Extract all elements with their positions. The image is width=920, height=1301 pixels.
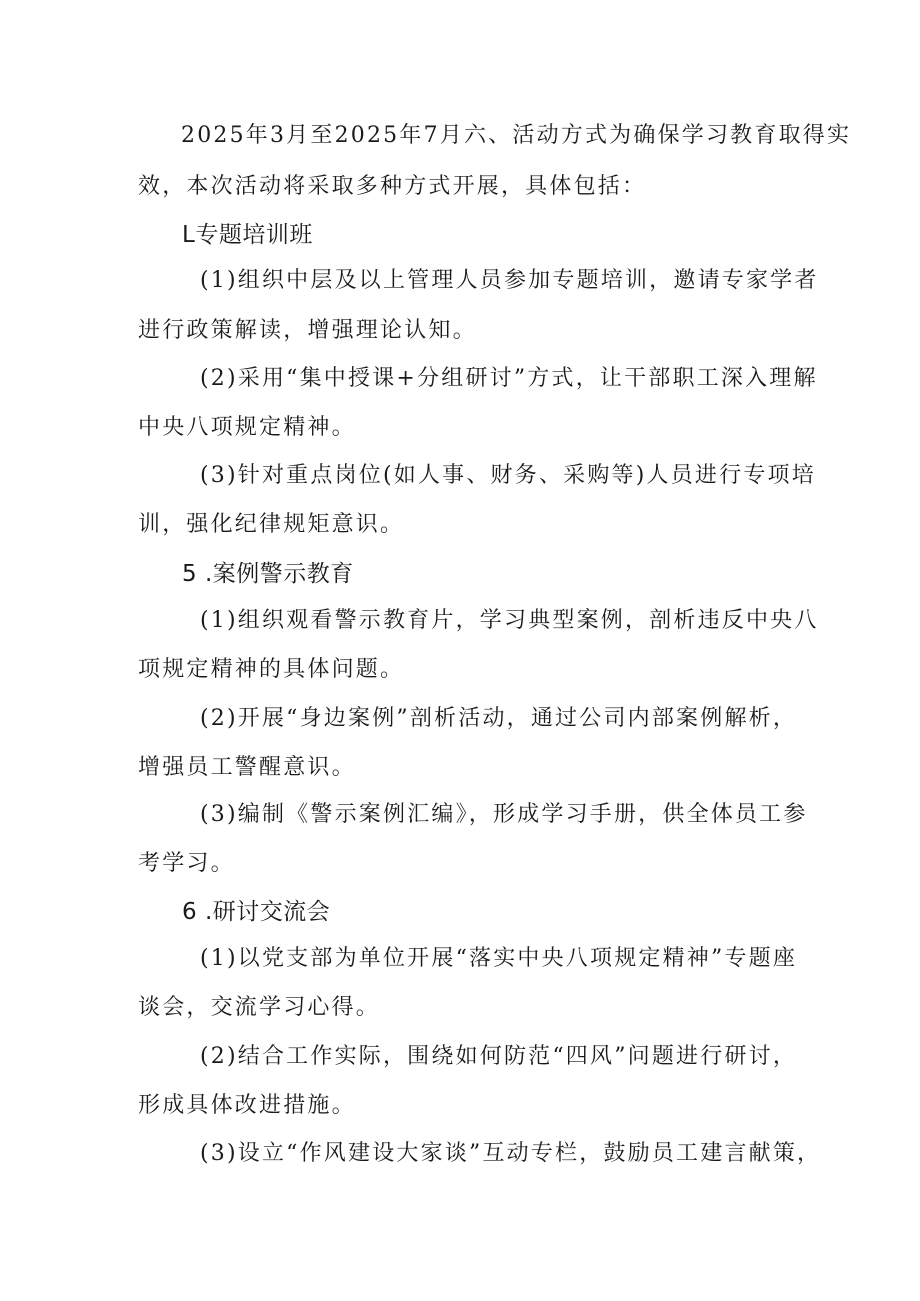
case-item-3-line-2: 考学习。: [138, 851, 235, 876]
section-heading-training: L专题培训班: [182, 222, 313, 248]
intro-line-2: 效，本次活动将采取多种方式开展，具体包括：: [138, 174, 647, 199]
training-item-3-line-1: (3)针对重点岗位(如人事、财务、采购等)人员进行专项培: [200, 463, 816, 488]
seminar-item-1-line-1: (1)以党支部为单位开展“落实中央八项规定精神”专题座: [200, 946, 798, 971]
intro-line-1: 2025年3月至2025年7月六、活动方式为确保学习教育取得实: [181, 123, 852, 148]
case-item-2-line-2: 增强员工警醒意识。: [138, 755, 356, 780]
section-heading-seminar: 6 .研讨交流会: [182, 899, 331, 925]
seminar-item-2-line-2: 形成具体改进措施。: [138, 1093, 356, 1118]
section-heading-case-warning: 5 .案例警示教育: [182, 561, 354, 587]
seminar-item-1-line-2: 谈会，交流学习心得。: [138, 995, 381, 1020]
seminar-item-2-line-1: (2)结合工作实际，围绕如何防范“四风”问题进行研讨，: [200, 1044, 798, 1069]
case-item-1-line-2: 项规定精神的具体问题。: [138, 657, 405, 682]
training-item-2-line-2: 中央八项规定精神。: [138, 415, 356, 440]
training-item-3-line-2: 训，强化纪律规矩意识。: [138, 512, 405, 537]
training-item-2-line-1: (2)采用“集中授课+分组研讨”方式，让干部职工深入理解: [200, 366, 818, 391]
training-item-1-line-2: 进行政策解读，增强理论认知。: [138, 318, 477, 343]
training-item-1-line-1: (1)组织中层及以上管理人员参加专题培训，邀请专家学者: [200, 268, 819, 293]
case-item-3-line-1: (3)编制《警示案例汇编》，形成学习手册，供全体员工参: [200, 802, 808, 827]
case-item-1-line-1: (1)组织观看警示教育片，学习典型案例，剖析违反中央八: [200, 608, 819, 633]
case-item-2-line-1: (2)开展“身边案例”剖析活动，通过公司内部案例解析，: [200, 706, 798, 731]
seminar-item-3-line-1: (3)设立“作风建设大家谈”互动专栏，鼓励员工建言献策，: [200, 1141, 822, 1166]
